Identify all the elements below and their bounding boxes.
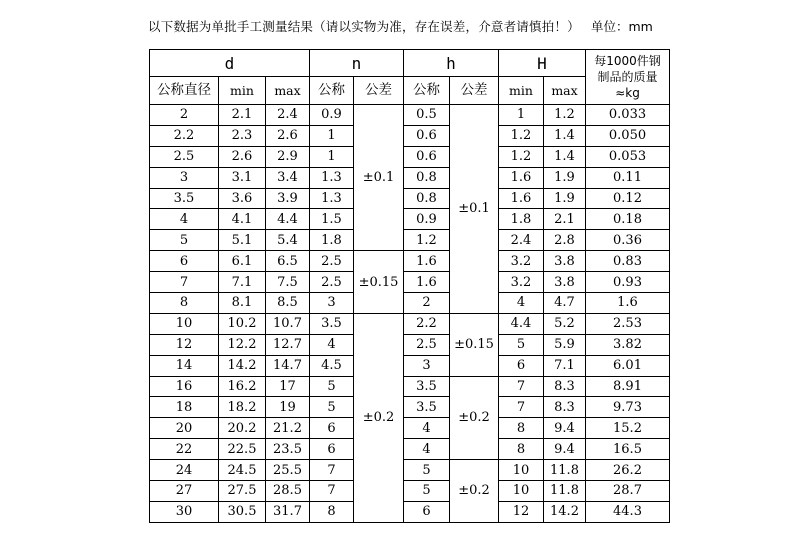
table-row [150,188,670,209]
cell-H-max: 5.2 [544,313,586,334]
cell-H-max: 8.3 [544,376,586,397]
cell-H-max: 14.2 [544,501,586,522]
cell-H-max: 11.8 [544,460,586,481]
cell-n-nominal: 2.5 [310,272,354,293]
table-row [150,355,670,376]
cell-H-max: 1.4 [544,125,586,146]
cell-d-max: 5.4 [266,230,310,251]
cell-h-nominal: 5 [404,481,450,502]
cell-d-max: 2.4 [266,105,310,126]
cell-H-min: 6 [499,355,544,376]
col-d-min: min [219,77,266,105]
mass-header-line3: ≈kg [615,86,640,100]
cell-nominal-diameter: 16 [150,376,219,397]
cell-d-min: 24.5 [219,460,266,481]
cell-H-max: 1.2 [544,105,586,126]
table-row [150,293,670,314]
cell-H-max: 1.9 [544,188,586,209]
cell-d-min: 2.3 [219,125,266,146]
cell-n-nominal: 1.3 [310,188,354,209]
cell-H-max: 3.8 [544,272,586,293]
table-row [150,146,670,167]
cell-nominal-diameter: 3 [150,167,219,188]
cell-mass: 9.73 [586,397,670,418]
cell-H-max: 9.4 [544,439,586,460]
cell-n-nominal: 6 [310,439,354,460]
cell-n-nominal: 3.5 [310,313,354,334]
cell-mass: 0.36 [586,230,670,251]
cell-mass: 0.033 [586,105,670,126]
table-row [150,105,670,126]
cell-n-nominal: 1.5 [310,209,354,230]
table-row [150,313,670,334]
cell-mass: 26.2 [586,460,670,481]
cell-nominal-diameter: 8 [150,293,219,314]
cell-d-max: 23.5 [266,439,310,460]
cell-h-nominal: 5 [404,460,450,481]
mass-header-line1: 每1000件钢 [594,54,661,68]
cell-h-nominal: 0.5 [404,105,450,126]
cell-d-max: 3.4 [266,167,310,188]
unit-label: 单位：mm [591,19,653,34]
cell-H-max: 2.1 [544,209,586,230]
cell-h-nominal: 1.6 [404,251,450,272]
cell-H-min: 1.6 [499,167,544,188]
cell-nominal-diameter: 20 [150,418,219,439]
cell-mass: 0.11 [586,167,670,188]
cell-d-min: 5.1 [219,230,266,251]
cell-n-nominal: 1 [310,125,354,146]
cell-h-nominal: 6 [404,501,450,522]
cell-h-nominal: 1.6 [404,272,450,293]
cell-d-min: 8.1 [219,293,266,314]
cell-h-nominal: 0.8 [404,188,450,209]
cell-mass: 28.7 [586,481,670,502]
cell-d-max: 17 [266,376,310,397]
cell-nominal-diameter: 5 [150,230,219,251]
cell-H-min: 7 [499,376,544,397]
table-row [150,439,670,460]
cell-n-nominal: 4 [310,334,354,355]
cell-mass: 16.5 [586,439,670,460]
cell-H-min: 8 [499,418,544,439]
cell-H-min: 5 [499,334,544,355]
cell-mass: 15.2 [586,418,670,439]
cell-d-max: 25.5 [266,460,310,481]
cell-H-max: 7.1 [544,355,586,376]
cell-H-min: 1.8 [499,209,544,230]
cell-mass: 3.82 [586,334,670,355]
table-row [150,334,670,355]
cell-n-nominal: 4.5 [310,355,354,376]
cell-d-max: 3.9 [266,188,310,209]
cell-n-nominal: 1.3 [310,167,354,188]
cell-d-min: 4.1 [219,209,266,230]
col-group-h: h [404,50,499,77]
cell-n-tolerance: ±0.2 [354,313,404,522]
cell-n-nominal: 8 [310,501,354,522]
cell-d-max: 19 [266,397,310,418]
cell-h-tolerance: ±0.2 [450,460,499,523]
col-nominal-diameter: 公称直径 [150,77,219,105]
cell-H-max: 9.4 [544,418,586,439]
cell-n-nominal: 2.5 [310,251,354,272]
cell-H-min: 7 [499,397,544,418]
cell-n-nominal: 7 [310,460,354,481]
cell-d-min: 12.2 [219,334,266,355]
col-group-H: H [499,50,586,77]
cell-h-nominal: 3.5 [404,376,450,397]
cell-h-nominal: 2.2 [404,313,450,334]
cell-d-min: 10.2 [219,313,266,334]
cell-n-nominal: 5 [310,397,354,418]
cell-d-min: 22.5 [219,439,266,460]
col-group-d: d [150,50,310,77]
mass-header-line2: 制品的质量 [597,70,658,84]
cell-h-nominal: 3 [404,355,450,376]
cell-H-min: 1.6 [499,188,544,209]
cell-d-max: 14.7 [266,355,310,376]
cell-d-min: 27.5 [219,481,266,502]
cell-d-max: 4.4 [266,209,310,230]
cell-nominal-diameter: 18 [150,397,219,418]
cell-h-nominal: 2.5 [404,334,450,355]
cell-H-min: 3.2 [499,251,544,272]
col-n-nominal: 公称 [310,77,354,105]
cell-H-max: 8.3 [544,397,586,418]
cell-n-nominal: 3 [310,293,354,314]
measurement-note: 以下数据为单批手工测量结果（请以实物为准，存在误差，介意者请慎拍！） [148,19,580,34]
cell-d-min: 6.1 [219,251,266,272]
cell-nominal-diameter: 7 [150,272,219,293]
table-row [150,460,670,481]
cell-mass: 1.6 [586,293,670,314]
cell-nominal-diameter: 3.5 [150,188,219,209]
cell-h-tolerance: ±0.15 [450,313,499,376]
cell-d-max: 12.7 [266,334,310,355]
cell-nominal-diameter: 22 [150,439,219,460]
cell-nominal-diameter: 12 [150,334,219,355]
table-row [150,167,670,188]
cell-H-min: 12 [499,501,544,522]
cell-nominal-diameter: 2.5 [150,146,219,167]
col-h-tolerance: 公差 [450,77,499,105]
cell-H-max: 1.9 [544,167,586,188]
cell-d-max: 6.5 [266,251,310,272]
cell-nominal-diameter: 4 [150,209,219,230]
cell-mass: 0.050 [586,125,670,146]
cell-h-nominal: 4 [404,418,450,439]
cell-d-max: 2.6 [266,125,310,146]
table-row [150,251,670,272]
col-H-max: max [544,77,586,105]
cell-d-max: 10.7 [266,313,310,334]
cell-nominal-diameter: 2 [150,105,219,126]
cell-H-min: 1.2 [499,125,544,146]
cell-d-max: 21.2 [266,418,310,439]
cell-d-min: 20.2 [219,418,266,439]
cell-h-nominal: 2 [404,293,450,314]
table-row [150,209,670,230]
cell-h-nominal: 0.8 [404,167,450,188]
cell-H-min: 1 [499,105,544,126]
cell-mass: 6.01 [586,355,670,376]
group-header-row [150,50,670,77]
cell-d-max: 28.5 [266,481,310,502]
cell-d-max: 31.7 [266,501,310,522]
cell-H-max: 3.8 [544,251,586,272]
cell-mass: 2.53 [586,313,670,334]
cell-d-min: 14.2 [219,355,266,376]
col-group-n: n [310,50,404,77]
cell-H-min: 4.4 [499,313,544,334]
cell-H-min: 2.4 [499,230,544,251]
cell-mass: 0.83 [586,251,670,272]
cell-H-min: 8 [499,439,544,460]
cell-n-nominal: 1.8 [310,230,354,251]
col-d-max: max [266,77,310,105]
cell-d-min: 7.1 [219,272,266,293]
cell-d-min: 2.6 [219,146,266,167]
table-row [150,501,670,522]
col-n-tolerance: 公差 [354,77,404,105]
cell-d-min: 16.2 [219,376,266,397]
cell-H-min: 1.2 [499,146,544,167]
cell-d-min: 30.5 [219,501,266,522]
cell-n-nominal: 6 [310,418,354,439]
cell-H-min: 4 [499,293,544,314]
cell-h-tolerance: ±0.1 [450,105,499,314]
cell-n-nominal: 1 [310,146,354,167]
cell-H-max: 5.9 [544,334,586,355]
cell-nominal-diameter: 27 [150,481,219,502]
cell-mass: 8.91 [586,376,670,397]
cell-h-nominal: 0.6 [404,146,450,167]
cell-nominal-diameter: 14 [150,355,219,376]
table-row [150,376,670,397]
cell-H-max: 1.4 [544,146,586,167]
spec-table [149,49,670,523]
cell-mass: 0.12 [586,188,670,209]
cell-nominal-diameter: 2.2 [150,125,219,146]
cell-h-nominal: 4 [404,439,450,460]
cell-n-nominal: 5 [310,376,354,397]
cell-nominal-diameter: 10 [150,313,219,334]
cell-H-min: 10 [499,481,544,502]
cell-mass: 0.18 [586,209,670,230]
cell-d-min: 18.2 [219,397,266,418]
cell-d-min: 3.6 [219,188,266,209]
cell-d-min: 3.1 [219,167,266,188]
col-h-nominal: 公称 [404,77,450,105]
cell-d-max: 2.9 [266,146,310,167]
cell-H-max: 11.8 [544,481,586,502]
col-H-min: min [499,77,544,105]
table-row [150,230,670,251]
cell-d-max: 8.5 [266,293,310,314]
cell-n-nominal: 0.9 [310,105,354,126]
cell-mass: 44.3 [586,501,670,522]
cell-h-nominal: 3.5 [404,397,450,418]
table-row [150,397,670,418]
cell-H-min: 10 [499,460,544,481]
cell-mass: 0.93 [586,272,670,293]
cell-n-tolerance: ±0.1 [354,105,404,251]
table-row [150,418,670,439]
cell-H-max: 2.8 [544,230,586,251]
cell-H-min: 3.2 [499,272,544,293]
cell-nominal-diameter: 6 [150,251,219,272]
cell-n-tolerance: ±0.15 [354,251,404,314]
cell-n-nominal: 7 [310,481,354,502]
cell-d-max: 7.5 [266,272,310,293]
cell-mass: 0.053 [586,146,670,167]
table-row [150,272,670,293]
cell-h-tolerance: ±0.2 [450,376,499,460]
table-row [150,481,670,502]
table-row [150,125,670,146]
cell-nominal-diameter: 30 [150,501,219,522]
col-mass-header [586,50,670,105]
cell-H-max: 4.7 [544,293,586,314]
cell-d-min: 2.1 [219,105,266,126]
cell-h-nominal: 0.9 [404,209,450,230]
cell-h-nominal: 1.2 [404,230,450,251]
cell-nominal-diameter: 24 [150,460,219,481]
cell-h-nominal: 0.6 [404,125,450,146]
